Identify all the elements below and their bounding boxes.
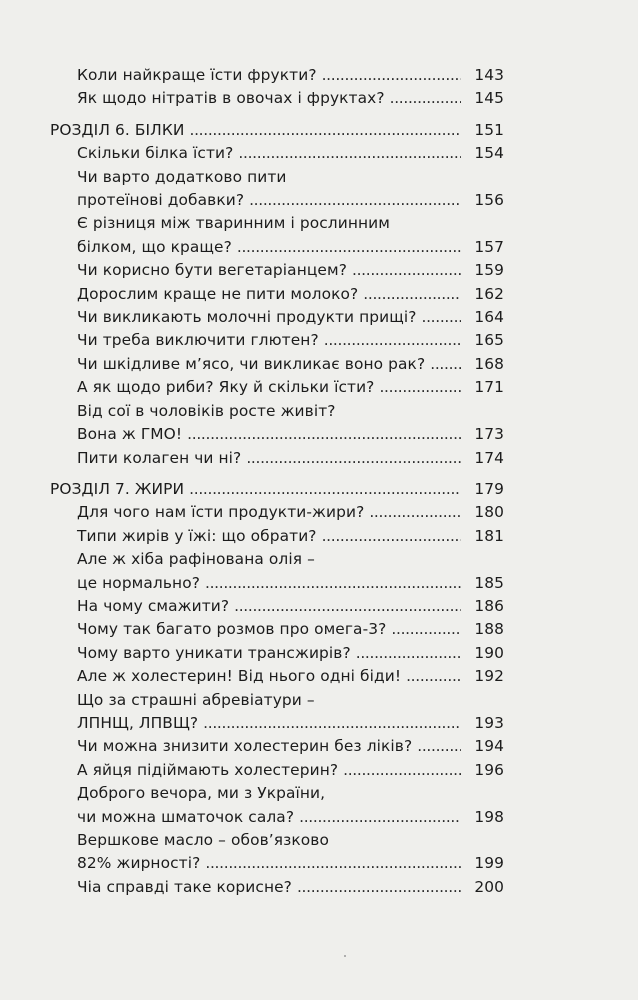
toc-entry-title: Пити колаген чи ні? <box>77 448 242 467</box>
dot-leader <box>324 329 461 352</box>
toc-entry-title: Чи корисно бути вегетаріанцем? <box>77 261 347 280</box>
toc-page-number: 168 <box>474 354 504 373</box>
dot-leader <box>205 572 461 595</box>
toc-entry <box>77 689 504 736</box>
toc-entry-title: Для чого нам їсти продукти-жири? <box>77 503 365 522</box>
toc-entry-title: Дорослим краще не пити молоко? <box>77 284 359 303</box>
toc-entry-title: А як щодо риби? Яку й скільки їсти? <box>77 378 375 397</box>
toc-entry <box>77 329 504 352</box>
toc-entry <box>77 876 504 899</box>
toc-page-number: 193 <box>474 713 504 732</box>
toc-entry <box>77 759 504 782</box>
toc-entry-title-line1: Від сої в чоловіків росте живіт? <box>77 401 336 420</box>
table-of-contents <box>50 64 504 899</box>
dot-leader <box>205 852 461 875</box>
toc-page-number: 190 <box>474 643 504 662</box>
dot-leader <box>299 806 461 829</box>
toc-entry <box>77 142 504 165</box>
toc-page-number: 198 <box>474 807 504 826</box>
toc-page-number: 143 <box>474 66 504 84</box>
dot-leader <box>297 876 461 899</box>
toc-entry-title: На чому смажити? <box>77 596 230 615</box>
dot-leader <box>187 423 461 446</box>
toc-entry <box>77 64 504 87</box>
dot-leader <box>352 259 461 282</box>
toc-entry-title: Вона ж ГМО! <box>77 425 183 444</box>
toc-page-number: 199 <box>474 854 504 873</box>
toc-entry <box>77 665 504 688</box>
toc-entry-title: білком, що краще? <box>77 237 232 256</box>
dot-leader <box>249 189 461 212</box>
toc-entry-title: А яйця підіймають холестерин? <box>77 760 339 779</box>
dot-leader <box>322 64 461 87</box>
dot-leader <box>379 376 461 399</box>
toc-page-number: 180 <box>474 503 504 522</box>
toc-page-number: 200 <box>474 877 504 896</box>
toc-entry-title-line1: Є різниця між тваринним і рослинним <box>77 214 390 233</box>
print-speck <box>344 955 346 957</box>
toc-page-number: 174 <box>474 448 504 467</box>
toc-page-number: 192 <box>474 667 504 686</box>
toc-page-number: 179 <box>474 479 504 498</box>
toc-entry <box>77 782 504 829</box>
toc-entry-title: Як щодо нітратів в овочах і фруктах? <box>77 89 385 108</box>
toc-page-number: 157 <box>474 237 504 256</box>
chapter-title: РОЗДІЛ 7. ЖИРИ <box>50 479 185 498</box>
dot-leader <box>391 618 461 641</box>
dot-leader <box>237 236 461 259</box>
dot-leader <box>417 735 461 758</box>
dot-leader <box>422 306 462 329</box>
toc-page-number: 173 <box>474 425 504 444</box>
toc-entry <box>77 212 504 259</box>
toc-page-number: 196 <box>474 760 504 779</box>
toc-entry-title: Коли найкраще їсти фрукти? <box>77 66 317 84</box>
toc-page-number: 159 <box>474 261 504 280</box>
toc-entry-title: Чому так багато розмов про омега-3? <box>77 620 387 639</box>
toc-entry-title: Чи шкідливе м’ясо, чи викликає воно рак? <box>77 354 426 373</box>
dot-leader <box>369 501 461 524</box>
toc-page-number: 181 <box>474 526 504 545</box>
dot-leader <box>390 87 461 110</box>
toc-entry <box>77 618 504 641</box>
toc-entry-title-line1: Вершкове масло – обов’язково <box>77 831 329 849</box>
dot-leader <box>356 642 461 665</box>
toc-entry <box>77 306 504 329</box>
toc-page-number: 164 <box>474 308 504 327</box>
toc-entry-title: Але ж холестерин! Від нього одні біди! <box>77 667 402 686</box>
dot-leader <box>343 759 461 782</box>
toc-entry-title: Чіа справді таке корисне? <box>77 877 292 896</box>
dot-leader <box>189 119 461 142</box>
chapter-title: РОЗДІЛ 6. БІЛКИ <box>50 120 185 139</box>
dot-leader <box>189 478 461 501</box>
dot-leader <box>363 283 461 306</box>
dot-leader <box>406 665 461 688</box>
dot-leader <box>246 447 461 470</box>
toc-entry-title: Чи можна знизити холестерин без ліків? <box>77 737 413 756</box>
toc-chapter-heading <box>50 119 504 142</box>
toc-entry <box>77 376 504 399</box>
toc-entry <box>77 735 504 758</box>
dot-leader <box>234 595 461 618</box>
dot-leader <box>430 353 461 376</box>
toc-page-number: 194 <box>474 737 504 756</box>
toc-entry <box>77 87 504 110</box>
toc-chapter-heading <box>50 478 504 501</box>
toc-page-number: 154 <box>474 144 504 163</box>
dot-leader <box>203 712 461 735</box>
toc-entry-title: 82% жирності? <box>77 854 201 873</box>
dot-leader <box>238 142 461 165</box>
toc-entry-title-line1: Доброго вечора, ми з України, <box>77 784 326 803</box>
toc-page-number: 185 <box>474 573 504 592</box>
toc-entry <box>77 353 504 376</box>
toc-page-number: 171 <box>474 378 504 397</box>
toc-entry <box>77 501 504 524</box>
toc-entry-title: Чи треба виключити глютен? <box>77 331 319 350</box>
toc-page-number: 145 <box>474 89 504 108</box>
dot-leader <box>322 525 461 548</box>
toc-page-number: 151 <box>474 120 504 139</box>
toc-entry-title: Типи жирів у їжі: що обрати? <box>77 526 317 545</box>
toc-entry-title: Скільки білка їсти? <box>77 144 234 163</box>
toc-page-number: 162 <box>474 284 504 303</box>
toc-entry <box>77 642 504 665</box>
toc-entry <box>77 283 504 306</box>
toc-entry-title: це нормально? <box>77 573 200 592</box>
toc-entry <box>77 166 504 213</box>
toc-entry-title: Чому варто уникати трансжирів? <box>77 643 351 662</box>
toc-entry <box>77 548 504 595</box>
toc-entry-title-line1: Але ж хіба рафінована олія – <box>77 550 315 569</box>
toc-entry <box>77 829 504 876</box>
toc-entry-title: ЛПНЩ, ЛПВЩ? <box>77 713 199 732</box>
toc-entry <box>77 525 504 548</box>
toc-entry <box>77 595 504 618</box>
toc-entry-title: Чи викликають молочні продукти прищі? <box>77 308 417 327</box>
toc-entry-title: чи можна шматочок сала? <box>77 807 295 826</box>
toc-page-number: 186 <box>474 596 504 615</box>
toc-entry <box>77 400 504 447</box>
toc-entry-title-line1: Чи варто додатково пити <box>77 167 287 186</box>
toc-page-number: 165 <box>474 331 504 350</box>
toc-entry-title-line1: Що за страшні абревіатури – <box>77 690 315 709</box>
toc-entry <box>77 259 504 282</box>
toc-page-number: 156 <box>474 191 504 210</box>
toc-page-number: 188 <box>474 620 504 639</box>
toc-entry <box>77 447 504 470</box>
toc-entry-title: протеїнові добавки? <box>77 191 245 210</box>
